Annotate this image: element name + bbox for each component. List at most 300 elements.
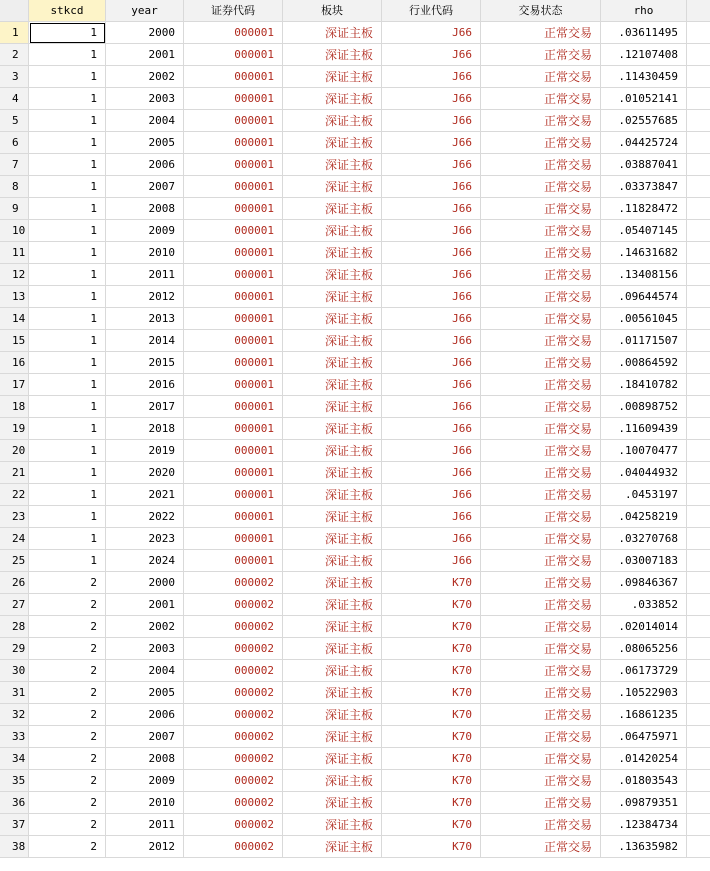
cell-security-code[interactable]: 000001 bbox=[184, 264, 283, 286]
cell-year[interactable]: 2017 bbox=[106, 396, 184, 418]
cell-stkcd[interactable]: 2 bbox=[29, 660, 106, 682]
cell-rho[interactable]: .11828472 bbox=[601, 198, 687, 220]
cell-trading-status[interactable]: 正常交易 bbox=[481, 572, 601, 594]
cell-stkcd[interactable]: 1 bbox=[29, 66, 106, 88]
cell-board[interactable]: 深证主板 bbox=[283, 484, 382, 506]
column-header-year[interactable]: year bbox=[106, 0, 184, 22]
cell-trading-status[interactable]: 正常交易 bbox=[481, 792, 601, 814]
cell-trading-status[interactable]: 正常交易 bbox=[481, 110, 601, 132]
cell-industry-code[interactable]: J66 bbox=[382, 484, 481, 506]
cell-stkcd[interactable]: 1 bbox=[29, 440, 106, 462]
table-row[interactable] bbox=[0, 682, 710, 704]
cell-industry-code[interactable]: J66 bbox=[382, 462, 481, 484]
cell-rho[interactable]: .14631682 bbox=[601, 242, 687, 264]
column-header-trading-status[interactable]: 交易状态 bbox=[481, 0, 601, 22]
cell-stkcd[interactable]: 1 bbox=[29, 462, 106, 484]
cell-board[interactable]: 深证主板 bbox=[283, 836, 382, 858]
cell-security-code[interactable]: 000001 bbox=[184, 198, 283, 220]
cell-industry-code[interactable]: J66 bbox=[382, 374, 481, 396]
cell-industry-code[interactable]: K70 bbox=[382, 660, 481, 682]
cell-rho[interactable]: .06173729 bbox=[601, 660, 687, 682]
cell-stkcd[interactable]: 1 bbox=[29, 154, 106, 176]
cell-security-code[interactable]: 000002 bbox=[184, 770, 283, 792]
cell-trading-status[interactable]: 正常交易 bbox=[481, 44, 601, 66]
table-row[interactable] bbox=[0, 770, 710, 792]
cell-year[interactable]: 2012 bbox=[106, 286, 184, 308]
cell-trading-status[interactable]: 正常交易 bbox=[481, 616, 601, 638]
cell-stkcd[interactable]: 1 bbox=[29, 198, 106, 220]
table-row[interactable] bbox=[0, 836, 710, 858]
cell-security-code[interactable]: 000001 bbox=[184, 374, 283, 396]
cell-industry-code[interactable]: K70 bbox=[382, 704, 481, 726]
row-index[interactable]: 35 bbox=[0, 770, 29, 792]
cell-stkcd[interactable]: 1 bbox=[29, 264, 106, 286]
cell-trading-status[interactable]: 正常交易 bbox=[481, 594, 601, 616]
cell-trading-status[interactable]: 正常交易 bbox=[481, 418, 601, 440]
cell-stkcd[interactable]: 2 bbox=[29, 616, 106, 638]
cell-security-code[interactable]: 000001 bbox=[184, 418, 283, 440]
cell-industry-code[interactable]: J66 bbox=[382, 506, 481, 528]
cell-board[interactable]: 深证主板 bbox=[283, 44, 382, 66]
cell-year[interactable]: 2008 bbox=[106, 748, 184, 770]
cell-rho[interactable]: .00864592 bbox=[601, 352, 687, 374]
table-row[interactable] bbox=[0, 154, 710, 176]
cell-security-code[interactable]: 000001 bbox=[184, 352, 283, 374]
cell-security-code[interactable]: 000001 bbox=[184, 550, 283, 572]
cell-stkcd[interactable]: 2 bbox=[29, 594, 106, 616]
cell-security-code[interactable]: 000001 bbox=[184, 22, 283, 44]
table-row[interactable] bbox=[0, 814, 710, 836]
cell-board[interactable]: 深证主板 bbox=[283, 594, 382, 616]
cell-security-code[interactable]: 000002 bbox=[184, 682, 283, 704]
cell-stkcd[interactable]: 2 bbox=[29, 792, 106, 814]
cell-board[interactable]: 深证主板 bbox=[283, 572, 382, 594]
cell-rho[interactable]: .05407145 bbox=[601, 220, 687, 242]
cell-industry-code[interactable]: K70 bbox=[382, 770, 481, 792]
cell-stkcd[interactable]: 1 bbox=[29, 308, 106, 330]
cell-trading-status[interactable]: 正常交易 bbox=[481, 484, 601, 506]
cell-stkcd[interactable]: 2 bbox=[29, 814, 106, 836]
cell-year[interactable]: 2011 bbox=[106, 264, 184, 286]
cell-trading-status[interactable]: 正常交易 bbox=[481, 374, 601, 396]
table-row[interactable] bbox=[0, 286, 710, 308]
cell-trading-status[interactable]: 正常交易 bbox=[481, 154, 601, 176]
cell-security-code[interactable]: 000001 bbox=[184, 484, 283, 506]
cell-rho[interactable]: .11609439 bbox=[601, 418, 687, 440]
cell-year[interactable]: 2006 bbox=[106, 154, 184, 176]
cell-stkcd[interactable]: 2 bbox=[29, 770, 106, 792]
cell-board[interactable]: 深证主板 bbox=[283, 440, 382, 462]
table-row[interactable] bbox=[0, 440, 710, 462]
row-index[interactable]: 9 bbox=[0, 198, 29, 220]
cell-industry-code[interactable]: J66 bbox=[382, 22, 481, 44]
cell-stkcd[interactable]: 1 bbox=[29, 352, 106, 374]
cell-rho[interactable]: .02014014 bbox=[601, 616, 687, 638]
table-row[interactable] bbox=[0, 374, 710, 396]
cell-trading-status[interactable]: 正常交易 bbox=[481, 352, 601, 374]
cell-rho[interactable]: .04044932 bbox=[601, 462, 687, 484]
table-row[interactable] bbox=[0, 704, 710, 726]
cell-stkcd[interactable]: 1 bbox=[29, 506, 106, 528]
cell-year[interactable]: 2015 bbox=[106, 352, 184, 374]
cell-industry-code[interactable]: J66 bbox=[382, 418, 481, 440]
cell-industry-code[interactable]: K70 bbox=[382, 814, 481, 836]
cell-stkcd[interactable]: 1 bbox=[29, 22, 106, 44]
table-row[interactable] bbox=[0, 638, 710, 660]
table-row[interactable] bbox=[0, 330, 710, 352]
cell-rho[interactable]: .09879351 bbox=[601, 792, 687, 814]
cell-board[interactable]: 深证主板 bbox=[283, 286, 382, 308]
corner-cell[interactable] bbox=[0, 0, 29, 22]
cell-stkcd[interactable]: 1 bbox=[29, 528, 106, 550]
cell-rho[interactable]: .02557685 bbox=[601, 110, 687, 132]
cell-board[interactable]: 深证主板 bbox=[283, 528, 382, 550]
cell-security-code[interactable]: 000001 bbox=[184, 220, 283, 242]
cell-year[interactable]: 2022 bbox=[106, 506, 184, 528]
row-index[interactable]: 6 bbox=[0, 132, 29, 154]
cell-security-code[interactable]: 000002 bbox=[184, 594, 283, 616]
cell-rho[interactable]: .04425724 bbox=[601, 132, 687, 154]
table-row[interactable] bbox=[0, 550, 710, 572]
cell-trading-status[interactable]: 正常交易 bbox=[481, 198, 601, 220]
column-header-rho[interactable]: rho bbox=[601, 0, 687, 22]
cell-trading-status[interactable]: 正常交易 bbox=[481, 330, 601, 352]
cell-year[interactable]: 2009 bbox=[106, 770, 184, 792]
cell-year[interactable]: 2000 bbox=[106, 572, 184, 594]
cell-rho[interactable]: .033852 bbox=[601, 594, 687, 616]
table-row[interactable] bbox=[0, 242, 710, 264]
row-index[interactable]: 23 bbox=[0, 506, 29, 528]
table-row[interactable] bbox=[0, 484, 710, 506]
cell-security-code[interactable]: 000002 bbox=[184, 616, 283, 638]
cell-industry-code[interactable]: K70 bbox=[382, 616, 481, 638]
column-header-stkcd[interactable]: stkcd bbox=[29, 0, 106, 22]
cell-industry-code[interactable]: K70 bbox=[382, 792, 481, 814]
cell-security-code[interactable]: 000001 bbox=[184, 88, 283, 110]
cell-trading-status[interactable]: 正常交易 bbox=[481, 462, 601, 484]
column-header-board[interactable]: 板块 bbox=[283, 0, 382, 22]
table-row[interactable] bbox=[0, 396, 710, 418]
cell-trading-status[interactable]: 正常交易 bbox=[481, 682, 601, 704]
cell-industry-code[interactable]: J66 bbox=[382, 330, 481, 352]
cell-rho[interactable]: .10522903 bbox=[601, 682, 687, 704]
column-header-industry-code[interactable]: 行业代码 bbox=[382, 0, 481, 22]
table-row[interactable] bbox=[0, 132, 710, 154]
cell-trading-status[interactable]: 正常交易 bbox=[481, 242, 601, 264]
cell-stkcd[interactable]: 1 bbox=[29, 418, 106, 440]
cell-trading-status[interactable]: 正常交易 bbox=[481, 264, 601, 286]
cell-industry-code[interactable]: J66 bbox=[382, 220, 481, 242]
cell-stkcd[interactable]: 1 bbox=[29, 110, 106, 132]
table-row[interactable] bbox=[0, 418, 710, 440]
cell-trading-status[interactable]: 正常交易 bbox=[481, 528, 601, 550]
cell-security-code[interactable]: 000001 bbox=[184, 110, 283, 132]
cell-trading-status[interactable]: 正常交易 bbox=[481, 396, 601, 418]
cell-industry-code[interactable]: K70 bbox=[382, 836, 481, 858]
cell-year[interactable]: 2000 bbox=[106, 22, 184, 44]
cell-industry-code[interactable]: J66 bbox=[382, 264, 481, 286]
cell-year[interactable]: 2012 bbox=[106, 836, 184, 858]
cell-industry-code[interactable]: J66 bbox=[382, 88, 481, 110]
table-row[interactable] bbox=[0, 352, 710, 374]
cell-year[interactable]: 2018 bbox=[106, 418, 184, 440]
table-row[interactable] bbox=[0, 220, 710, 242]
row-index[interactable]: 5 bbox=[0, 110, 29, 132]
cell-stkcd[interactable]: 2 bbox=[29, 704, 106, 726]
cell-board[interactable]: 深证主板 bbox=[283, 110, 382, 132]
cell-security-code[interactable]: 000001 bbox=[184, 154, 283, 176]
cell-board[interactable]: 深证主板 bbox=[283, 330, 382, 352]
table-row[interactable] bbox=[0, 506, 710, 528]
cell-stkcd[interactable]: 1 bbox=[29, 88, 106, 110]
cell-security-code[interactable]: 000001 bbox=[184, 462, 283, 484]
cell-rho[interactable]: .03373847 bbox=[601, 176, 687, 198]
row-index[interactable]: 2 bbox=[0, 44, 29, 66]
row-index[interactable]: 13 bbox=[0, 286, 29, 308]
table-row[interactable] bbox=[0, 462, 710, 484]
cell-rho[interactable]: .03611495 bbox=[601, 22, 687, 44]
cell-rho[interactable]: .03887041 bbox=[601, 154, 687, 176]
cell-trading-status[interactable]: 正常交易 bbox=[481, 704, 601, 726]
table-row[interactable] bbox=[0, 44, 710, 66]
cell-trading-status[interactable]: 正常交易 bbox=[481, 638, 601, 660]
row-index[interactable]: 22 bbox=[0, 484, 29, 506]
cell-trading-status[interactable]: 正常交易 bbox=[481, 506, 601, 528]
cell-rho[interactable]: .13635982 bbox=[601, 836, 687, 858]
cell-industry-code[interactable]: K70 bbox=[382, 726, 481, 748]
cell-stkcd[interactable]: 2 bbox=[29, 726, 106, 748]
cell-trading-status[interactable]: 正常交易 bbox=[481, 308, 601, 330]
table-row[interactable] bbox=[0, 594, 710, 616]
cell-stkcd[interactable]: 1 bbox=[29, 286, 106, 308]
row-index[interactable]: 30 bbox=[0, 660, 29, 682]
cell-security-code[interactable]: 000001 bbox=[184, 242, 283, 264]
cell-board[interactable]: 深证主板 bbox=[283, 132, 382, 154]
cell-board[interactable]: 深证主板 bbox=[283, 704, 382, 726]
row-index[interactable]: 4 bbox=[0, 88, 29, 110]
cell-trading-status[interactable]: 正常交易 bbox=[481, 66, 601, 88]
cell-security-code[interactable]: 000002 bbox=[184, 726, 283, 748]
cell-rho[interactable]: .04258219 bbox=[601, 506, 687, 528]
cell-industry-code[interactable]: J66 bbox=[382, 110, 481, 132]
cell-industry-code[interactable]: J66 bbox=[382, 528, 481, 550]
cell-rho[interactable]: .03270768 bbox=[601, 528, 687, 550]
cell-rho[interactable]: .09644574 bbox=[601, 286, 687, 308]
cell-board[interactable]: 深证主板 bbox=[283, 814, 382, 836]
row-index[interactable]: 20 bbox=[0, 440, 29, 462]
cell-year[interactable]: 2003 bbox=[106, 638, 184, 660]
cell-stkcd[interactable]: 1 bbox=[29, 330, 106, 352]
table-row[interactable] bbox=[0, 528, 710, 550]
cell-trading-status[interactable]: 正常交易 bbox=[481, 726, 601, 748]
row-index[interactable]: 11 bbox=[0, 242, 29, 264]
row-index[interactable]: 26 bbox=[0, 572, 29, 594]
cell-rho[interactable]: .13408156 bbox=[601, 264, 687, 286]
row-index[interactable]: 7 bbox=[0, 154, 29, 176]
cell-year[interactable]: 2009 bbox=[106, 220, 184, 242]
cell-board[interactable]: 深证主板 bbox=[283, 682, 382, 704]
cell-stkcd[interactable]: 2 bbox=[29, 638, 106, 660]
cell-industry-code[interactable]: J66 bbox=[382, 66, 481, 88]
cell-board[interactable]: 深证主板 bbox=[283, 264, 382, 286]
table-row[interactable] bbox=[0, 264, 710, 286]
cell-board[interactable]: 深证主板 bbox=[283, 308, 382, 330]
row-index[interactable]: 27 bbox=[0, 594, 29, 616]
cell-security-code[interactable]: 000002 bbox=[184, 704, 283, 726]
row-index[interactable]: 8 bbox=[0, 176, 29, 198]
cell-board[interactable]: 深证主板 bbox=[283, 396, 382, 418]
cell-industry-code[interactable]: J66 bbox=[382, 198, 481, 220]
cell-year[interactable]: 2006 bbox=[106, 704, 184, 726]
cell-security-code[interactable]: 000001 bbox=[184, 440, 283, 462]
cell-security-code[interactable]: 000001 bbox=[184, 528, 283, 550]
table-row[interactable] bbox=[0, 308, 710, 330]
cell-stkcd[interactable]: 2 bbox=[29, 836, 106, 858]
cell-year[interactable]: 2011 bbox=[106, 814, 184, 836]
cell-year[interactable]: 2001 bbox=[106, 44, 184, 66]
cell-board[interactable]: 深证主板 bbox=[283, 418, 382, 440]
cell-security-code[interactable]: 000001 bbox=[184, 330, 283, 352]
cell-board[interactable]: 深证主板 bbox=[283, 154, 382, 176]
cell-security-code[interactable]: 000001 bbox=[184, 44, 283, 66]
cell-board[interactable]: 深证主板 bbox=[283, 770, 382, 792]
cell-security-code[interactable]: 000001 bbox=[184, 66, 283, 88]
table-row[interactable] bbox=[0, 198, 710, 220]
cell-industry-code[interactable]: J66 bbox=[382, 176, 481, 198]
cell-rho[interactable]: .00561045 bbox=[601, 308, 687, 330]
row-index[interactable]: 16 bbox=[0, 352, 29, 374]
cell-stkcd[interactable]: 1 bbox=[29, 220, 106, 242]
row-index[interactable]: 38 bbox=[0, 836, 29, 858]
cell-board[interactable]: 深证主板 bbox=[283, 198, 382, 220]
cell-industry-code[interactable]: J66 bbox=[382, 440, 481, 462]
cell-trading-status[interactable]: 正常交易 bbox=[481, 176, 601, 198]
row-index[interactable]: 12 bbox=[0, 264, 29, 286]
row-index[interactable]: 36 bbox=[0, 792, 29, 814]
row-index[interactable]: 18 bbox=[0, 396, 29, 418]
row-index[interactable]: 28 bbox=[0, 616, 29, 638]
cell-stkcd[interactable]: 1 bbox=[29, 484, 106, 506]
cell-year[interactable]: 2004 bbox=[106, 110, 184, 132]
cell-stkcd[interactable]: 2 bbox=[29, 682, 106, 704]
cell-year[interactable]: 2007 bbox=[106, 176, 184, 198]
cell-trading-status[interactable]: 正常交易 bbox=[481, 770, 601, 792]
cell-board[interactable]: 深证主板 bbox=[283, 616, 382, 638]
cell-rho[interactable]: .01052141 bbox=[601, 88, 687, 110]
row-index[interactable]: 10 bbox=[0, 220, 29, 242]
row-index[interactable]: 21 bbox=[0, 462, 29, 484]
cell-trading-status[interactable]: 正常交易 bbox=[481, 550, 601, 572]
cell-industry-code[interactable]: K70 bbox=[382, 594, 481, 616]
cell-stkcd[interactable]: 1 bbox=[29, 44, 106, 66]
cell-year[interactable]: 2010 bbox=[106, 792, 184, 814]
cell-board[interactable]: 深证主板 bbox=[283, 352, 382, 374]
cell-trading-status[interactable]: 正常交易 bbox=[481, 286, 601, 308]
cell-rho[interactable]: .10070477 bbox=[601, 440, 687, 462]
row-index[interactable]: 25 bbox=[0, 550, 29, 572]
cell-stkcd[interactable]: 1 bbox=[29, 550, 106, 572]
cell-year[interactable]: 2005 bbox=[106, 132, 184, 154]
cell-trading-status[interactable]: 正常交易 bbox=[481, 440, 601, 462]
cell-security-code[interactable]: 000002 bbox=[184, 638, 283, 660]
cell-rho[interactable]: .16861235 bbox=[601, 704, 687, 726]
cell-security-code[interactable]: 000001 bbox=[184, 176, 283, 198]
cell-year[interactable]: 2004 bbox=[106, 660, 184, 682]
cell-industry-code[interactable]: J66 bbox=[382, 132, 481, 154]
cell-industry-code[interactable]: J66 bbox=[382, 154, 481, 176]
row-index[interactable]: 1 bbox=[0, 22, 29, 44]
cell-year[interactable]: 2005 bbox=[106, 682, 184, 704]
cell-year[interactable]: 2002 bbox=[106, 66, 184, 88]
table-row[interactable] bbox=[0, 176, 710, 198]
cell-security-code[interactable]: 000002 bbox=[184, 572, 283, 594]
cell-industry-code[interactable]: J66 bbox=[382, 242, 481, 264]
cell-rho[interactable]: .12107408 bbox=[601, 44, 687, 66]
cell-rho[interactable]: .0453197 bbox=[601, 484, 687, 506]
cell-board[interactable]: 深证主板 bbox=[283, 176, 382, 198]
row-index[interactable]: 33 bbox=[0, 726, 29, 748]
cell-year[interactable]: 2002 bbox=[106, 616, 184, 638]
cell-rho[interactable]: .00898752 bbox=[601, 396, 687, 418]
cell-trading-status[interactable]: 正常交易 bbox=[481, 88, 601, 110]
cell-rho[interactable]: .06475971 bbox=[601, 726, 687, 748]
row-index[interactable]: 15 bbox=[0, 330, 29, 352]
cell-year[interactable]: 2020 bbox=[106, 462, 184, 484]
cell-trading-status[interactable]: 正常交易 bbox=[481, 132, 601, 154]
cell-stkcd[interactable]: 1 bbox=[29, 374, 106, 396]
cell-year[interactable]: 2021 bbox=[106, 484, 184, 506]
cell-stkcd[interactable]: 2 bbox=[29, 572, 106, 594]
cell-stkcd[interactable]: 1 bbox=[29, 396, 106, 418]
cell-board[interactable]: 深证主板 bbox=[283, 66, 382, 88]
row-index[interactable]: 32 bbox=[0, 704, 29, 726]
cell-industry-code[interactable]: K70 bbox=[382, 572, 481, 594]
cell-year[interactable]: 2023 bbox=[106, 528, 184, 550]
table-row[interactable] bbox=[0, 792, 710, 814]
cell-security-code[interactable]: 000002 bbox=[184, 814, 283, 836]
cell-year[interactable]: 2019 bbox=[106, 440, 184, 462]
cell-industry-code[interactable]: J66 bbox=[382, 286, 481, 308]
cell-stkcd[interactable]: 1 bbox=[29, 176, 106, 198]
table-row[interactable] bbox=[0, 616, 710, 638]
cell-year[interactable]: 2013 bbox=[106, 308, 184, 330]
cell-trading-status[interactable]: 正常交易 bbox=[481, 814, 601, 836]
cell-industry-code[interactable]: J66 bbox=[382, 550, 481, 572]
cell-year[interactable]: 2008 bbox=[106, 198, 184, 220]
row-index[interactable]: 31 bbox=[0, 682, 29, 704]
cell-industry-code[interactable]: K70 bbox=[382, 638, 481, 660]
row-index[interactable]: 37 bbox=[0, 814, 29, 836]
cell-rho[interactable]: .03007183 bbox=[601, 550, 687, 572]
cell-board[interactable]: 深证主板 bbox=[283, 88, 382, 110]
cell-rho[interactable]: .01420254 bbox=[601, 748, 687, 770]
table-row[interactable] bbox=[0, 66, 710, 88]
cell-year[interactable]: 2016 bbox=[106, 374, 184, 396]
cell-security-code[interactable]: 000002 bbox=[184, 836, 283, 858]
table-row[interactable] bbox=[0, 660, 710, 682]
cell-rho[interactable]: .09846367 bbox=[601, 572, 687, 594]
table-row[interactable] bbox=[0, 572, 710, 594]
cell-board[interactable]: 深证主板 bbox=[283, 748, 382, 770]
cell-board[interactable]: 深证主板 bbox=[283, 220, 382, 242]
table-row[interactable] bbox=[0, 110, 710, 132]
cell-security-code[interactable]: 000001 bbox=[184, 286, 283, 308]
cell-security-code[interactable]: 000001 bbox=[184, 132, 283, 154]
cell-year[interactable]: 2001 bbox=[106, 594, 184, 616]
cell-rho[interactable]: .01803543 bbox=[601, 770, 687, 792]
cell-industry-code[interactable]: J66 bbox=[382, 308, 481, 330]
table-row[interactable] bbox=[0, 748, 710, 770]
